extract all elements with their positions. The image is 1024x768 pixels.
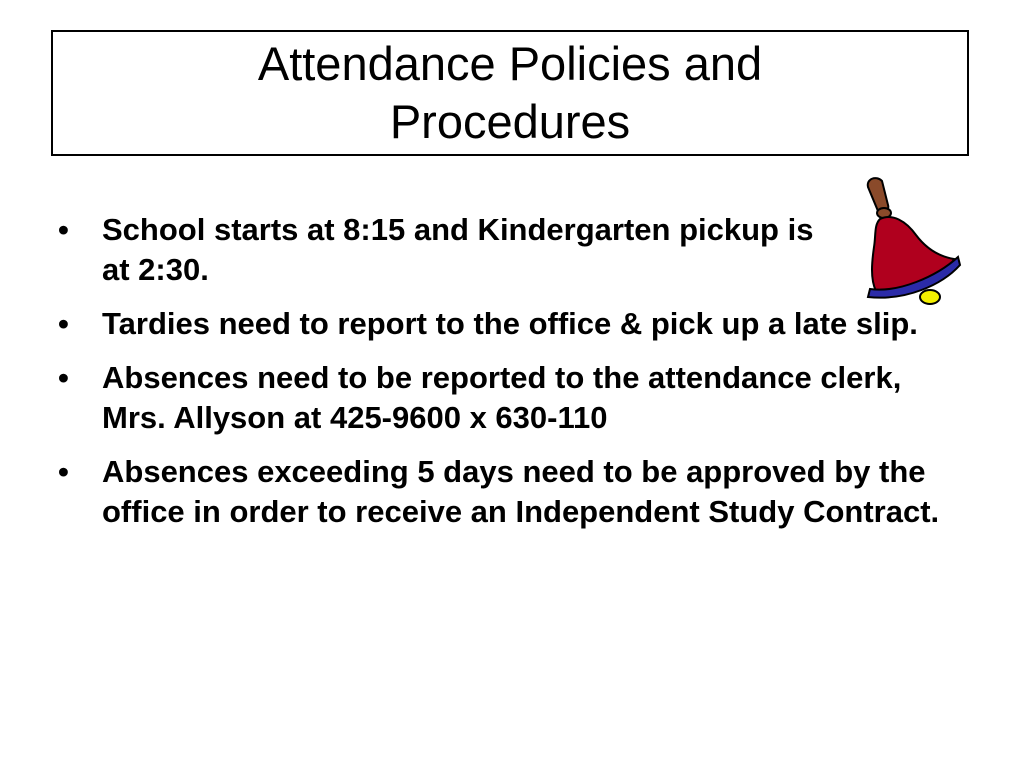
- bullet-text: Absences need to be reported to the attendance clerk, Mrs. Allyson at 425-9600 x 630-110: [102, 360, 902, 435]
- bullet-icon: •: [58, 212, 69, 247]
- bullet-icon: •: [58, 454, 69, 489]
- bullet-text: Tardies need to report to the office & pick up a late slip.: [102, 306, 918, 341]
- school-bell-icon: [858, 175, 962, 307]
- bullet-text: Absences exceeding 5 days need to be approved by the office in order to receive an Independent Study Contract.: [102, 454, 940, 529]
- bell-handle: [868, 178, 891, 218]
- list-item: [58, 358, 958, 438]
- bullet-icon: •: [58, 360, 69, 395]
- list-item: [58, 210, 958, 290]
- bell-clapper: [920, 290, 940, 304]
- bullet-icon: •: [58, 306, 69, 341]
- slide-title: Attendance Policies and Procedures: [257, 37, 763, 148]
- bullet-text: School starts at 8:15 and Kindergarten pickup is at 2:30.: [102, 212, 814, 287]
- bullet-list: [58, 210, 958, 546]
- list-item: [58, 304, 958, 344]
- list-item: [58, 452, 958, 532]
- title-box: [51, 30, 969, 156]
